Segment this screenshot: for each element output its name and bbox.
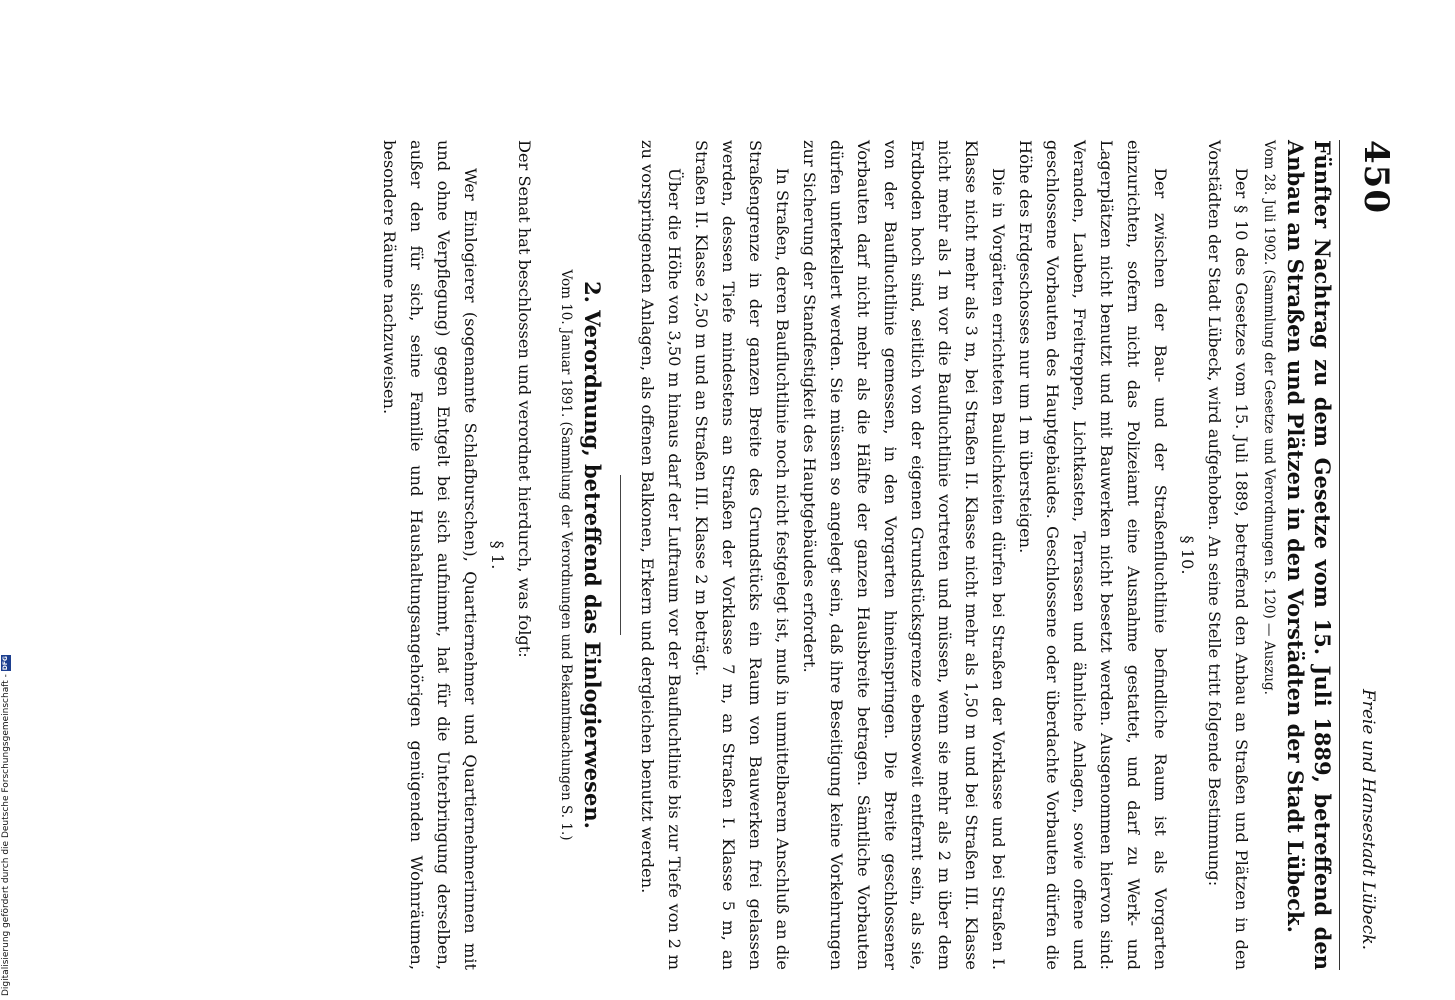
rotated-document-page bbox=[100, 110, 1400, 990]
act1-paragraph: Die in Vorgärten errichteten Baulichkeiten dürfen bei Straßen der Vorklasse und bei Straßen I. Klasse nicht mehr als 3 m, bei Straßen II. Klasse nicht mehr als 1,50 m und bei Straßen III. Klasse nicht mehr als 1 m vor die Baufluchtlinie vortreten und müssen, wenn sie mehr als 2 m über dem Erdboden hoch sind, seitlich von der eigenen Grundstücksgrenze ebensoweit entfernt sein, als sie, von der Baufluchtlinie gemessen, in den Vorgarten hineinspringen. Die Breite geschlossener Vorbauten darf nicht mehr als die Hälfte der ganzen Hausbreite betragen. Sämtliche Vorbauten dürfen unterkellert werden. Sie müssen so angelegt sein, daß ihre Beseitigung keine Vorkehrungen zur Sicherung der Standfestigkeit des Hauptgebäudes erfordert. bbox=[800, 140, 1008, 970]
act2-paragraph: Wer Einlogierer (sogenannte Schlafburschen), Quartiernehmer und Quartiernehmerinnen mit und ohne Verpflegung) gegen Entgelt bei sich aufnimmt, hat für die Unterbringung derselben, außer den für sich, seine Familie und Haushaltungsangehörigen genügenden Wohnräumen, besondere Räume nachzuweisen. bbox=[380, 140, 480, 970]
digitization-credit-text: Digitalisierung gefördert durch die Deutsche Forschungsgemeinschaft - bbox=[1, 674, 11, 996]
act2-title: 2. Verordnung, betreffend das Einlogierwesen. bbox=[580, 281, 605, 829]
act1-paragraph: Der zwischen der Bau- und der Straßenfluchtlinie befindliche Raum ist als Vorgarten einzurichten, sofern nicht das Polizeiamt eine Ausnahme gestattet, und darf zu Werk- und Lagerplätzen nicht benutzt und mit Bauwerken nicht besetzt werden. Ausgenommen hiervon sind: Veranden, Lauben, Freitreppen, Lichtkasten, Terrassen und ähnliche Anlagen, sowie offene und geschlossene Vorbauten des Hauptgebäudes. Geschlossene oder überdachte Vorbauten dürfen die Höhe des Erdgeschosses nur um 1 m übersteigen. bbox=[1016, 140, 1170, 970]
dfg-logo: DFG bbox=[2, 656, 9, 671]
act1-title: Fünfter Nachtrag zu dem Gesetze vom 15. Juli 1889, betreffend den Anbau an Straßen und Plätzen in den Vorstädten der Stadt Lübeck. bbox=[1283, 140, 1335, 970]
act1-intro: Der § 10 des Gesetzes vom 15. Juli 1889, betreffend den Anbau an Straßen und Plätzen in den Vorstädten der Stadt Lübeck, wird aufgehoben. An seine Stelle tritt folgende Bestimmung: bbox=[1205, 140, 1251, 970]
act1-paragraph: Über die Höhe von 3,50 m hinaus darf der Luftraum vor der Baufluchtlinie bis zur Tiefe von 2 m zu vorspringenden Anlagen, als offenen Balkonen, Erkern und dergleichen benutzt werden. bbox=[638, 140, 684, 970]
page-number: 450 bbox=[1356, 140, 1396, 214]
act1-paragraph: In Straßen, deren Baufluchtlinie noch nicht festgelegt ist, muß in unmittelbarem Anschluß an die Straßengrenze in der ganzen Breite des Grundstücks ein Raum von Bauwerken frei gelassen werden, dessen Tiefe mindestens an Straßen der Vorklasse 7 m, an Straßen I. Klasse 5 m, an Straßen II. Klasse 2,50 m und an Straßen III. Klasse 2 m beträgt. bbox=[692, 140, 792, 970]
page-header bbox=[1339, 140, 1400, 970]
section-divider bbox=[620, 475, 621, 635]
act1-source: Vom 28. Juli 1902. (Sammlung der Gesetze und Verordnungen S. 120) — Auszug. bbox=[1261, 140, 1277, 695]
running-head: Freie und Hansestadt Lübeck. bbox=[1358, 689, 1378, 950]
act2-section-heading: § 1. bbox=[488, 540, 507, 570]
digitization-credit bbox=[0, 0, 12, 996]
act2-source: Vom 10. Januar 1891. (Sammlung der Verordnungen und Bekanntmachungen S. 1.) bbox=[558, 269, 574, 841]
act2-intro: Der Senat hat beschlossen und verordnet hierdurch, was folgt: bbox=[515, 140, 534, 658]
act1-section-heading: § 10. bbox=[1178, 535, 1197, 575]
page-content bbox=[376, 140, 1336, 970]
